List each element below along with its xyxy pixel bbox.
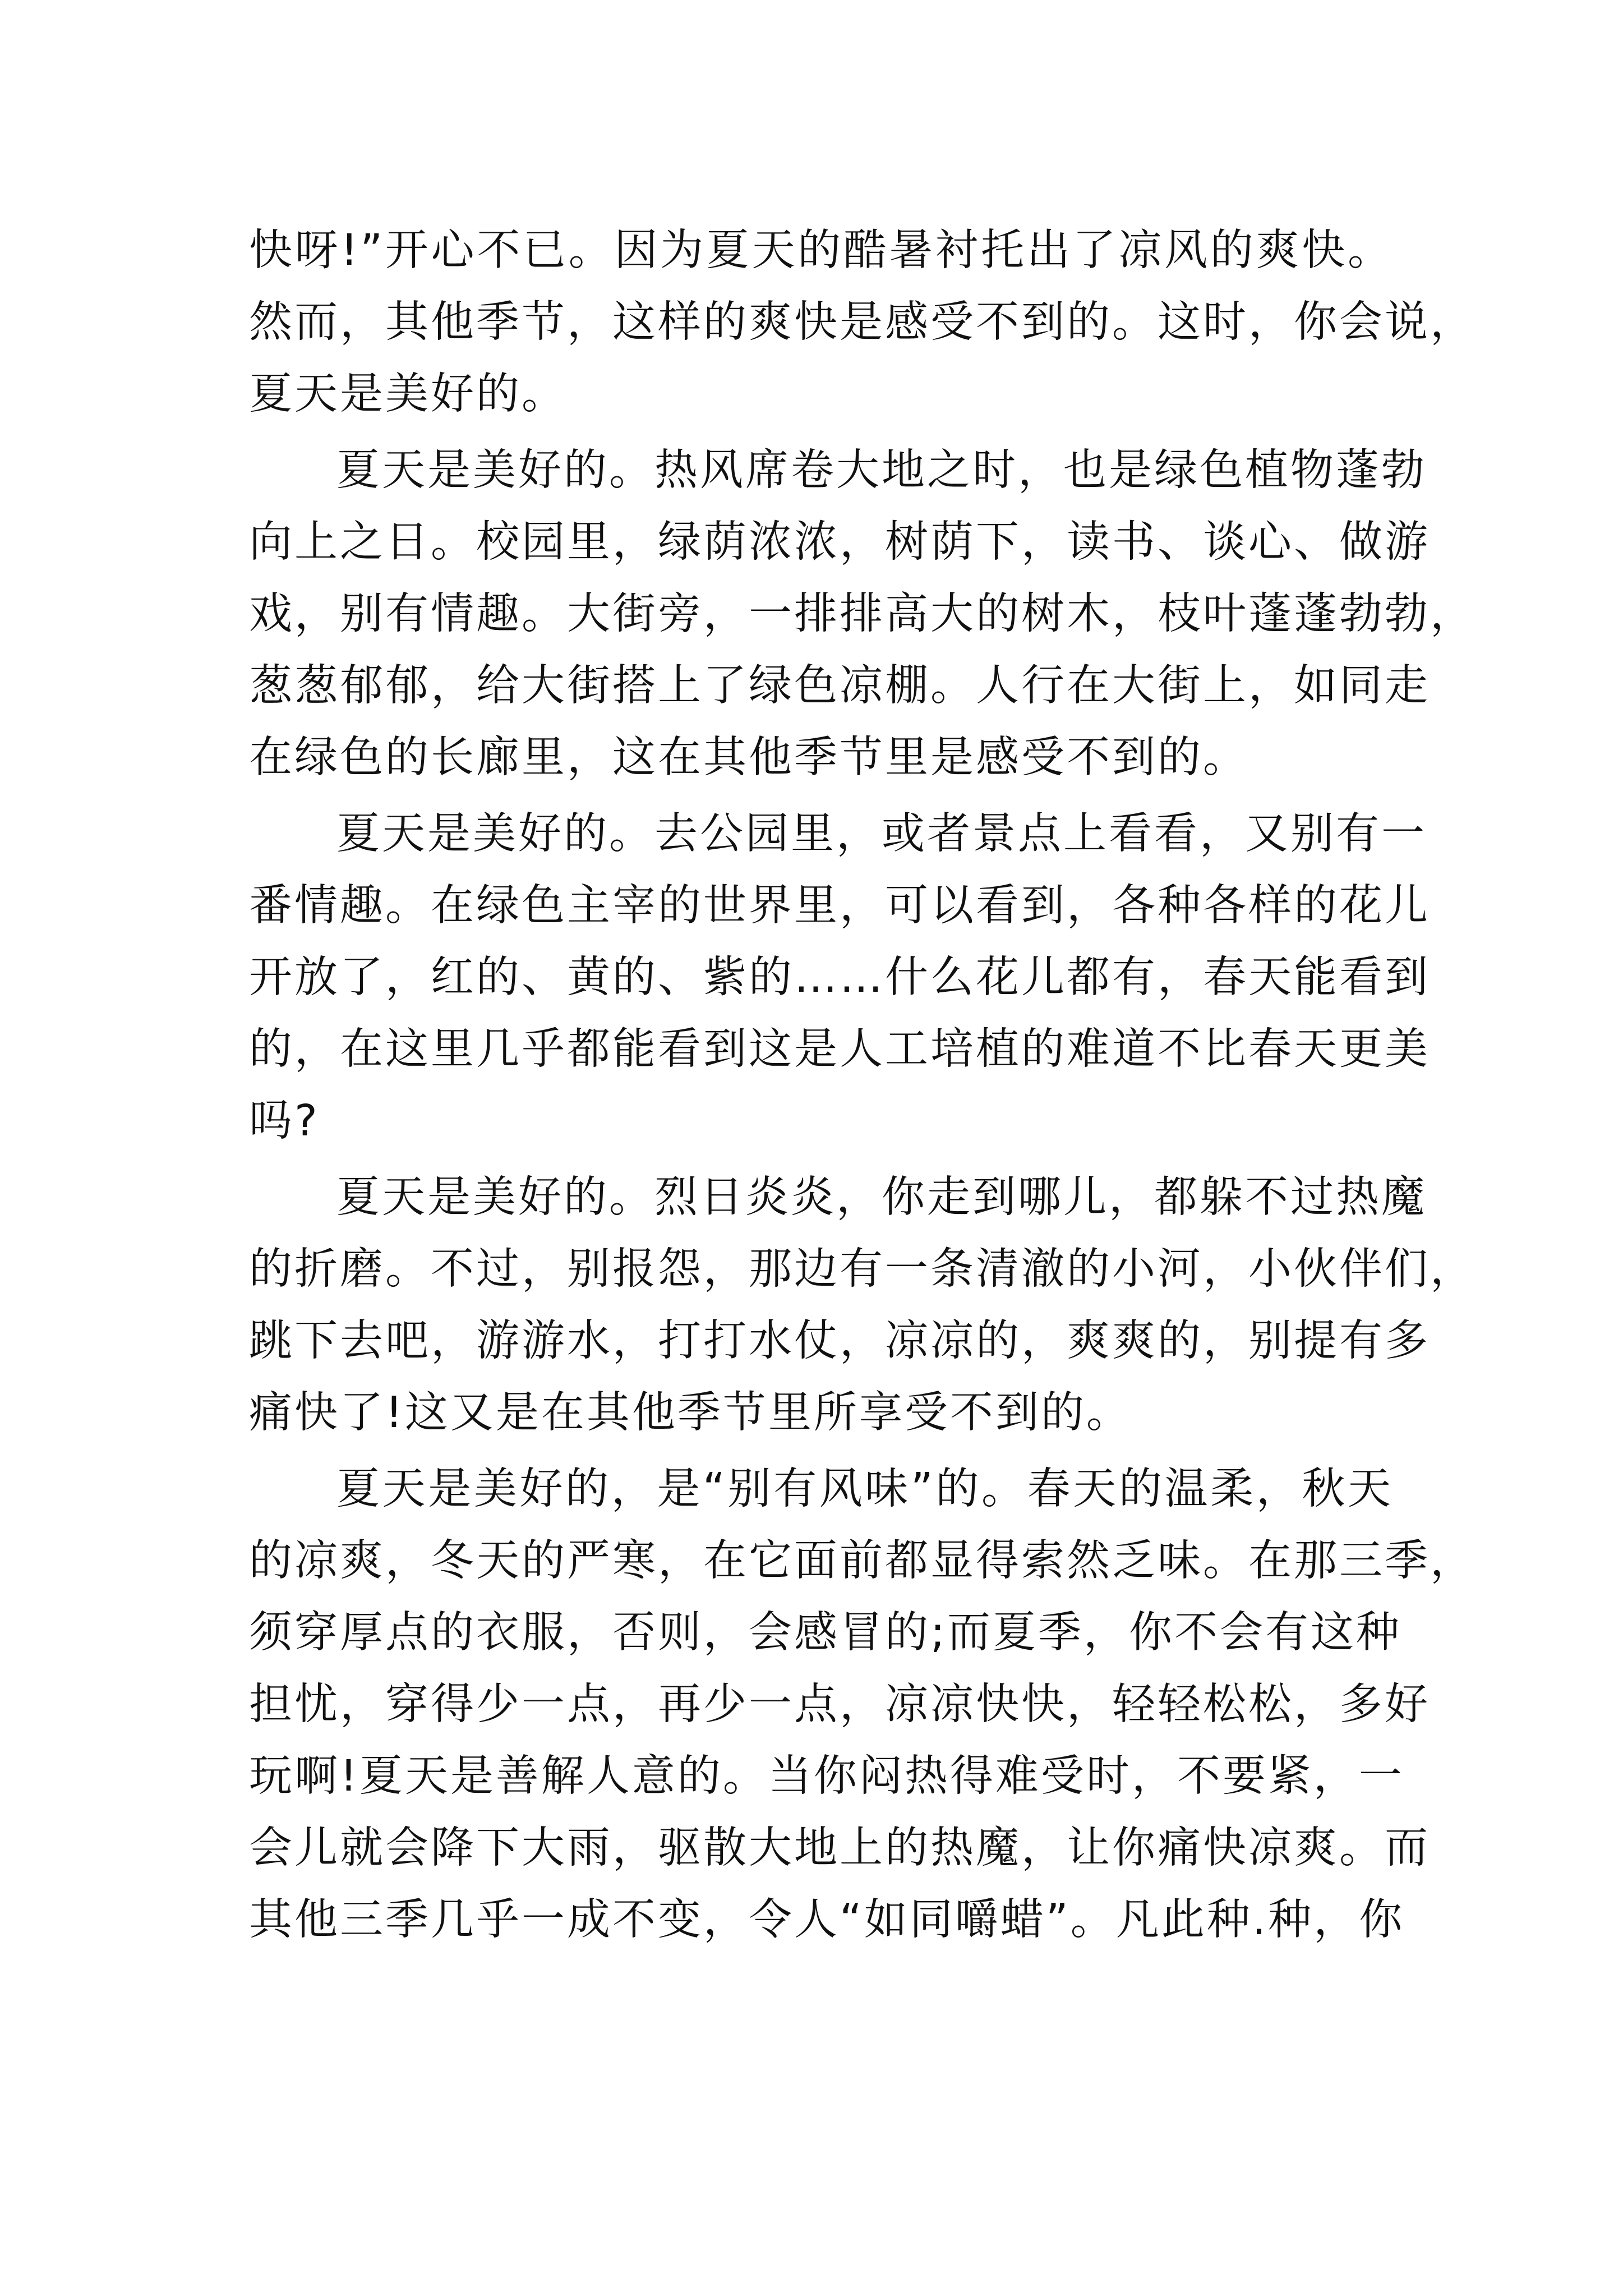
text-line: 担忧，穿得少一点，再少一点，凉凉快快，轻轻松松，多好 — [249, 1680, 1430, 1729]
paragraph-2 — [249, 435, 1476, 794]
text-line: 快呀!”开心不已。因为夏天的酷暑衬托出了凉风的爽快。 — [249, 226, 1393, 275]
text-line: 的折磨。不过，别报怨，那边有一条清澈的小河，小伙伴们， — [249, 1244, 1476, 1294]
paragraph-4 — [249, 1162, 1476, 1449]
text-line: 玩啊!夏天是善解人意的。当你闷热得难受时，不要紧，一 — [249, 1751, 1404, 1801]
text-line: 向上之日。校园里，绿荫浓浓，树荫下，读书、谈心、做游 — [249, 517, 1430, 567]
text-line: 戏，别有情趣。大街旁，一排排高大的树木，枝叶蓬蓬勃勃， — [249, 589, 1476, 639]
text-line: 的凉爽，冬天的严寒，在它面前都显得索然乏味。在那三季， — [249, 1536, 1476, 1586]
text-line: 吗? — [249, 1096, 320, 1146]
text-line: 葱葱郁郁，给大街搭上了绿色凉棚。人行在大街上，如同走 — [249, 661, 1430, 711]
text-line: 的，在这里几乎都能看到这是人工培植的难道不比春天更美 — [249, 1024, 1430, 1074]
paragraph-5 — [249, 1453, 1476, 1956]
paragraph-1 — [249, 215, 1476, 430]
text-line: 然而，其他季节，这样的爽快是感受不到的。这时，你会说， — [249, 297, 1476, 347]
text-line: 夏天是美好的。热风席卷大地之时，也是绿色植物蓬勃 — [336, 445, 1427, 495]
document-body — [249, 215, 1476, 1956]
text-line: 会儿就会降下大雨，驱散大地上的热魔，让你痛快凉爽。而 — [249, 1823, 1430, 1873]
text-line: 开放了，红的、黄的、紫的……什么花儿都有，春天能看到 — [249, 953, 1430, 1002]
text-line: 夏天是美好的，是“别有风味”的。春天的温柔，秋天 — [336, 1464, 1393, 1514]
text-line: 夏天是美好的。烈日炎炎，你走到哪儿，都躲不过热魔 — [336, 1172, 1427, 1222]
text-line: 夏天是美好的。 — [249, 369, 567, 419]
text-line: 须穿厚点的衣服，否则，会感冒的;而夏季，你不会有这种 — [249, 1608, 1401, 1658]
text-line: 痛快了!这又是在其他季节里所享受不到的。 — [249, 1388, 1132, 1438]
text-line: 跳下去吧，游游水，打打水仗，凉凉的，爽爽的，别提有多 — [249, 1316, 1430, 1366]
text-line: 其他三季几乎一成不变，令人“如同嚼蜡”。凡此种.种，你 — [249, 1895, 1405, 1945]
paragraph-3 — [249, 798, 1430, 1157]
text-line: 夏天是美好的。去公园里，或者景点上看看，又别有一 — [336, 809, 1427, 859]
text-line: 在绿色的长廊里，这在其他季节里是感受不到的。 — [249, 733, 1248, 783]
text-line: 番情趣。在绿色主宰的世界里，可以看到，各种各样的花儿 — [249, 881, 1430, 931]
